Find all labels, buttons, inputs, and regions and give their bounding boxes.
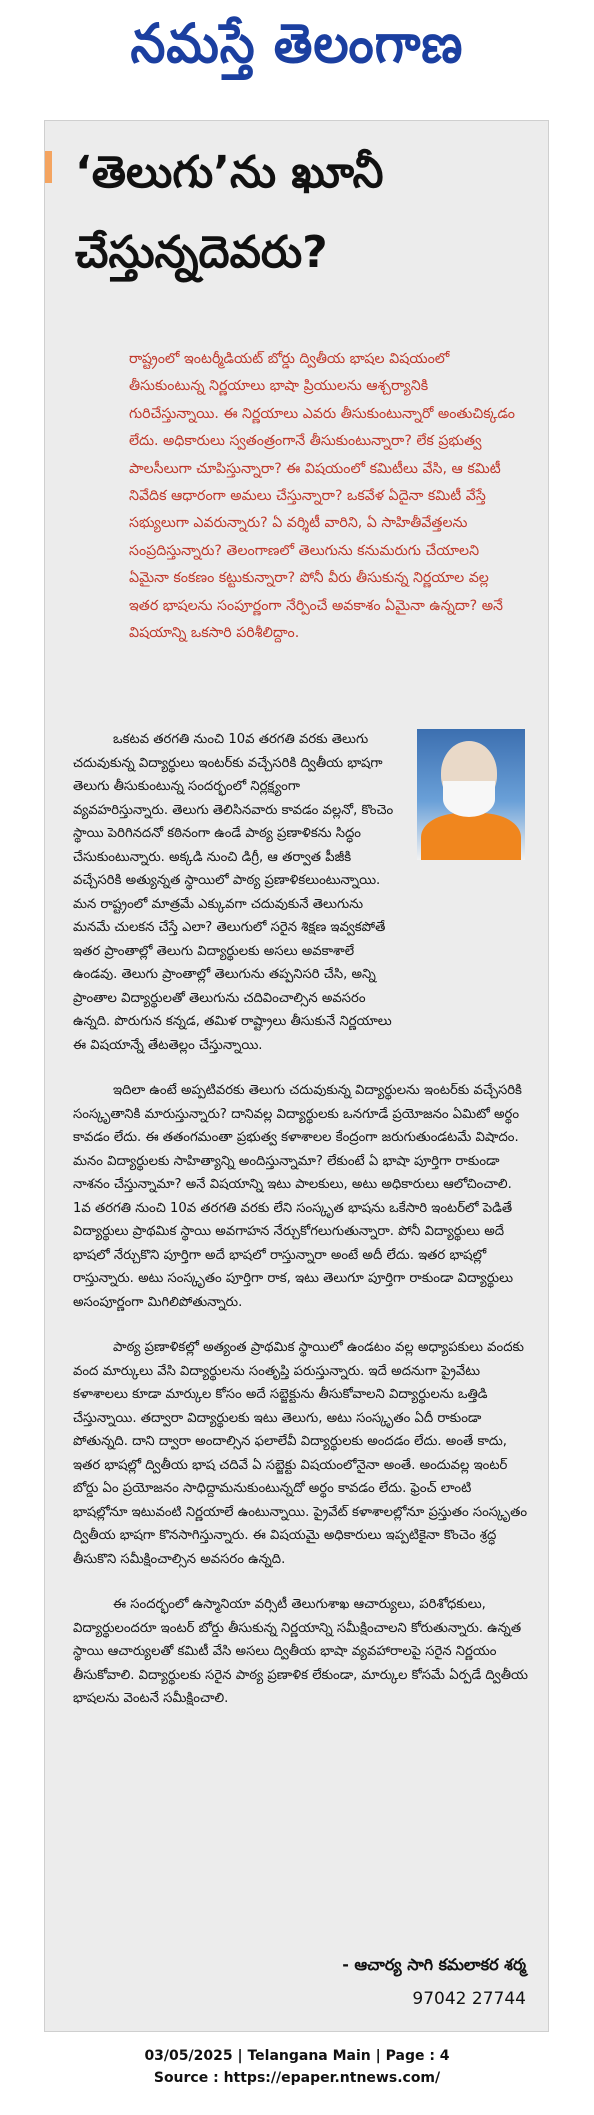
page-footer — [0, 2045, 594, 2089]
author-phone: 97042 27744 — [412, 1989, 526, 2009]
footer-source-link[interactable]: Source : https://epaper.ntnews.com/ — [153, 2070, 441, 2086]
article-paragraph-3: పాఠ్య ప్రణాళికల్లో అత్యంత ప్రాథమిక స్థాయిలో ఉండటం వల్ల అధ్యాపకులు వందకు వంద మార్కులు వేసి విద్యార్థులను సంతృప్తి పరుస్తున్నారు. ఇదే అదనుగా ప్రైవేటు కళాశాలలు కూడా మార్కుల కోసం అదే సబ్జెక్టును తీసుకోవాలని విద్యార్థులను ఒత్తిడి చేస్తున్నాయి. తద్వారా విద్యార్థులకు ఇటు తెలుగు, అటు సంస్కృతం ఏదీ రాకుండా పోతున్నది. దాని ద్వారా అందాల్సిన ఫలాలేవీ విద్యార్థులకు అందడం లేదు. అంతే కాదు, ఇతర భాషల్లో ద్వితీయ భాష చదివే ఏ సబ్జెక్టు విషయంలోనైనా అంతే. అందువల్ల ఇంటర్ బోర్డు ఏం ప్రయోజనం సాధిద్దామనుకుంటున్నదో అర్థం కావడం లేదు. ఫ్రెంచ్ లాంటి భాషల్లోనూ ఇటువంటి నిర్ణయాలే ఉంటున్నాయి. ప్రైవేట్ కళాశాలల్లోనూ ప్రస్తుతం సంస్కృతం ద్వితీయ భాషగా కొనసాగిస్తున్నారు. ఈ విషయమై అధికారులు ఇప్పటికైనా కొంచెం శ్రద్ధ తీసుకొని సమీక్షించాల్సిన అవసరం ఉన్నది. — [73, 1340, 528, 1567]
article-paragraph-2: ఇదిలా ఉంటే అప్పటివరకు తెలుగు చదువుకున్న విద్యార్థులను ఇంటర్‌కు వచ్చేసరికి సంస్కృతానికి మారుస్తున్నారు? దానివల్ల విద్యార్థులకు ఒనగూడే ప్రయోజనం ఏమిటో అర్థం కావడం లేదు. ఈ తతంగమంతా ప్రభుత్వ కళాశాలల కేంద్రంగా జరుగుతుండటమే విషాదం. మనం విద్యార్థులకు సాహిత్యాన్ని అందిస్తున్నామా? లేకుంటే ఏ భాషా పూర్తిగా రాకుండా నాశనం చేస్తున్నామా? అనే విషయాన్ని ఇటు పాలకులు, అటు అధికారులు ఆలోచించాలి. 1వ తరగతి నుంచి 10వ తరగతి వరకు లేని సంస్కృత భాషను ఒకేసారి ఇంటర్‌లో పెడితే విద్యార్థులు ప్రాథమిక స్థాయి అవగాహన నేర్చుకోగలుగుతున్నారా. పోనీ విద్యార్థులు అదే భాషలో నేర్చుకొని పూర్తిగా అదే భాషలో రాస్తున్నారా అంటే అదీ లేదు. ఇతర భాషల్లో రాస్తున్నారు. అటు సంస్కృతం పూర్తిగా రాక, ఇటు తెలుగూ పూర్తిగా రాకుండా విద్యార్థులు అసంపూర్ణంగా మిగిలిపోతున్నారు. — [73, 1083, 522, 1310]
article-body — [73, 728, 528, 1733]
article-clipping — [44, 120, 549, 2032]
footer-date-edition: 03/05/2025 | Telangana Main | Page : 4 — [144, 2048, 450, 2064]
author-signature: - ఆచార్య సాగి కమలాకర శర్మ — [342, 1955, 526, 1974]
headline-marker — [45, 151, 52, 183]
article-paragraph-4: ఈ సందర్భంలో ఉస్మానియా వర్సిటీ తెలుగుశాఖ ఆచార్యులు, పరిశోధకులు, విద్యార్థులందరూ ఇంటర్ బోర్డు తీసుకున్న నిర్ణయాన్ని సమీక్షించాలని కోరుతున్నారు. ఉన్నత స్థాయి ఆచార్యులతో కమిటీ వేసి అసలు ద్వితీయ భాషా వ్యవహారాలపై సరైన నిర్ణయం తీసుకోవాలి. విద్యార్థులకు సరైన పాఠ్య ప్రణాళిక లేకుండా, మార్కుల కోసమే ఏర్పడే ద్వితీయ భాషలను వెంటనే సమీక్షించాలి. — [73, 1597, 528, 1706]
article-standfirst: రాష్ట్రంలో ఇంటర్మీడియట్ బోర్డు ద్వితీయ భాషల విషయంలో తీసుకుంటున్న నిర్ణయాలు భాషా ప్రియులను ఆశ్చర్యానికి గురిచేస్తున్నాయి. ఈ నిర్ణయాలు ఎవరు తీసుకుంటున్నారో అంతుచిక్కడం లేదు. అధికారులు స్వతంత్రంగానే తీసుకుంటున్నారా? లేక ప్రభుత్వ పాలసీలుగా చూపిస్తున్నారా? ఈ విషయంలో కమిటీలు వేసి, ఆ కమిటీ నివేదిక ఆధారంగా అమలు చేస్తున్నారా? ఒకవేళ ఏదైనా కమిటీ వేస్తే సభ్యులుగా ఎవరున్నారు? ఏ వర్శిటీ వారిని, ఏ సాహితీవేత్తలను సంప్రదిస్తున్నారు? తెలంగాణలో తెలుగును కనుమరుగు చేయాలని ఏమైనా కంకణం కట్టుకున్నారా? పోనీ వీరు తీసుకున్న నిర్ణయాల వల్ల ఇతర భాషలను సంపూర్ణంగా నేర్పించే అవకాశం ఏమైనా ఉన్నదా? అనే విషయాన్ని ఒకసారి పరిశీలిద్దాం. — [129, 351, 515, 642]
masthead-logo: నమస్తే తెలంగాణ — [130, 11, 464, 75]
masthead — [0, 0, 594, 100]
article-paragraph-1: ఒకటవ తరగతి నుంచి 10వ తరగతి వరకు తెలుగు చదువుకున్న విద్యార్థులు ఇంటర్‌కు వచ్చేసరికి ద్వితీయ భాషగా తెలుగు తీసుకుంటున్న సందర్భంలో నిర్లక్ష్యంగా వ్యవహరిస్తున్నారు. తెలుగు తెలిసినవారు కావడం వల్లనో, కొంచెం స్థాయి పెరిగినదనో కఠినంగా ఉండే పాఠ్య ప్రణాళికను సిద్ధం చేసుకుంటున్నారు. అక్కడి నుంచి డిగ్రీ, ఆ తర్వాత పీజీకి వచ్చేసరికి అత్యున్నత స్థాయిలో పాఠ్య ప్రణాళికలుంటున్నాయి. మన రాష్ట్రంలో మాత్రమే ఎక్కువగా చదువుకునే తెలుగును మనమే చులకన చేస్తే ఎలా? తెలుగులో సరైన శిక్షణ ఇవ్వకపోతే ఇతర ప్రాంతాల్లో తెలుగు విద్యార్థులకు అసలు అవకాశాలే ఉండవు. తెలుగు ప్రాంతాల్లో తెలుగును తప్పనిసరి చేసి, అన్ని ప్రాంతాల విద్యార్థులతో తెలుగును చదివించాల్సిన అవసరం ఉన్నది. పొరుగున కన్నడ, తమిళ రాష్ట్రాలు తీసుకునే నిర్ణయాలు ఈ విషయాన్నే తేటతెల్లం చేస్తున్నాయి. — [73, 732, 394, 1053]
article-headline: ‘తెలుగు’ను ఖూనీ చేస్తున్నదెవరు? — [75, 147, 384, 278]
